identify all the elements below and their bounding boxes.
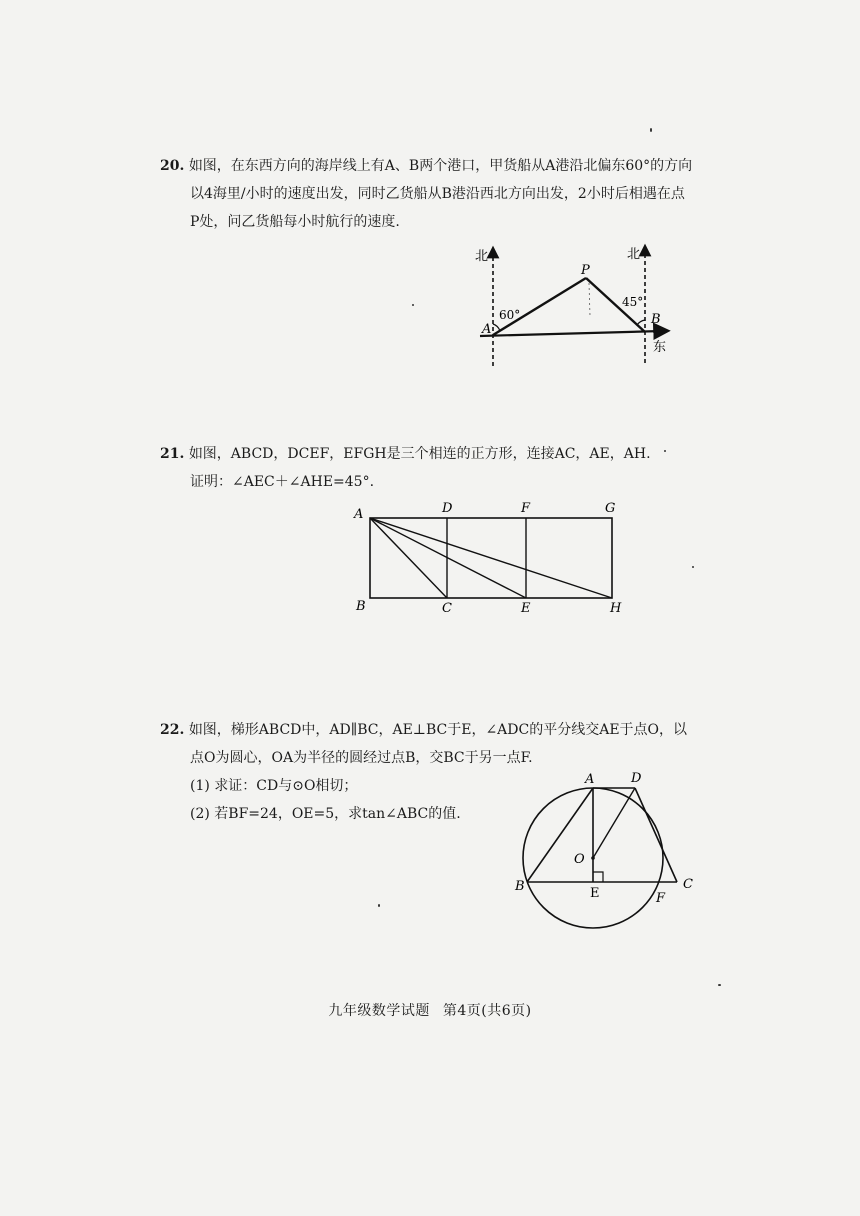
east-label: 东 bbox=[653, 340, 667, 355]
scan-speck bbox=[718, 984, 721, 986]
segment-ab bbox=[527, 788, 593, 882]
question-21-line-2: 证明：∠AEC＋∠AHE=45°. bbox=[190, 474, 375, 490]
label-a: A bbox=[354, 507, 364, 522]
label-o: O bbox=[574, 852, 585, 867]
north-label-b: 北 bbox=[627, 247, 641, 262]
question-22-part-2: (2) 若BF=24，OE=5，求tan∠ABC的值. bbox=[190, 806, 461, 822]
figure-21 bbox=[350, 496, 630, 620]
north-label-a: 北 bbox=[475, 249, 489, 264]
label-a: A bbox=[585, 772, 595, 787]
label-c: C bbox=[442, 601, 452, 616]
question-22-number: 22. bbox=[160, 722, 185, 738]
question-20-line-3: P处，问乙货船每小时航行的速度. bbox=[190, 214, 400, 230]
label-d: D bbox=[442, 501, 453, 516]
label-h: H bbox=[610, 601, 622, 616]
page-footer bbox=[0, 1000, 860, 1020]
scan-speck bbox=[650, 128, 652, 132]
scan-speck bbox=[664, 450, 666, 452]
figure-20 bbox=[470, 238, 680, 368]
scan-speck bbox=[412, 304, 414, 306]
question-20-line-2: 以4海里/小时的速度出发，同时乙货船从B港沿西北方向出发，2小时后相遇在点 bbox=[190, 186, 685, 202]
segment-do bbox=[593, 788, 635, 858]
question-22-part-1: (1) 求证：CD与⊙O相切； bbox=[190, 778, 358, 794]
point-label-a: A bbox=[482, 322, 492, 337]
point-label-p: P bbox=[581, 263, 590, 278]
path-a-to-p bbox=[493, 278, 586, 335]
question-22-line-2: 点O为圆心，OA为半径的圆经过点B，交BC于另一点F. bbox=[190, 750, 533, 766]
p-dashed-drop bbox=[589, 283, 590, 316]
label-e: E bbox=[590, 886, 600, 901]
question-21 bbox=[160, 440, 730, 496]
question-20 bbox=[160, 152, 730, 236]
label-b: B bbox=[356, 599, 366, 614]
question-21-line-1: 21. 如图，ABCD，DCEF，EFGH是三个相连的正方形，连接AC，AE，AH. bbox=[160, 446, 651, 462]
angle-label-45: 45° bbox=[622, 295, 644, 309]
footer-page-number: 第4页(共6页) bbox=[442, 1003, 532, 1019]
question-21-number: 21. bbox=[160, 446, 185, 462]
question-22-line-1: 22. 如图，梯形ABCD中，AD∥BC，AE⊥BC于E，∠ADC的平分线交AE于点O，以 bbox=[160, 722, 688, 738]
segment-dc-side bbox=[635, 788, 677, 882]
question-20-number: 20. bbox=[160, 158, 185, 174]
label-f: F bbox=[521, 501, 531, 516]
scan-speck bbox=[692, 566, 694, 568]
footer-subject: 九年级数学试题 bbox=[328, 1003, 430, 1019]
segment-ah bbox=[370, 518, 612, 598]
label-d: D bbox=[631, 771, 642, 786]
label-g: G bbox=[605, 501, 616, 516]
scan-speck bbox=[378, 904, 380, 907]
point-label-b: B bbox=[651, 312, 661, 327]
figure-22 bbox=[505, 770, 705, 935]
angle-label-60: 60° bbox=[499, 308, 521, 322]
label-b: B bbox=[515, 879, 525, 894]
question-20-line-1: 20. 如图，在东西方向的海岸线上有A、B两个港口，甲货船从A港沿北偏东60°的方向 bbox=[160, 158, 693, 174]
label-f: F bbox=[656, 891, 666, 906]
segment-ae bbox=[370, 518, 526, 598]
label-e: E bbox=[521, 601, 531, 616]
coastline bbox=[480, 331, 662, 336]
label-c: C bbox=[683, 877, 693, 892]
